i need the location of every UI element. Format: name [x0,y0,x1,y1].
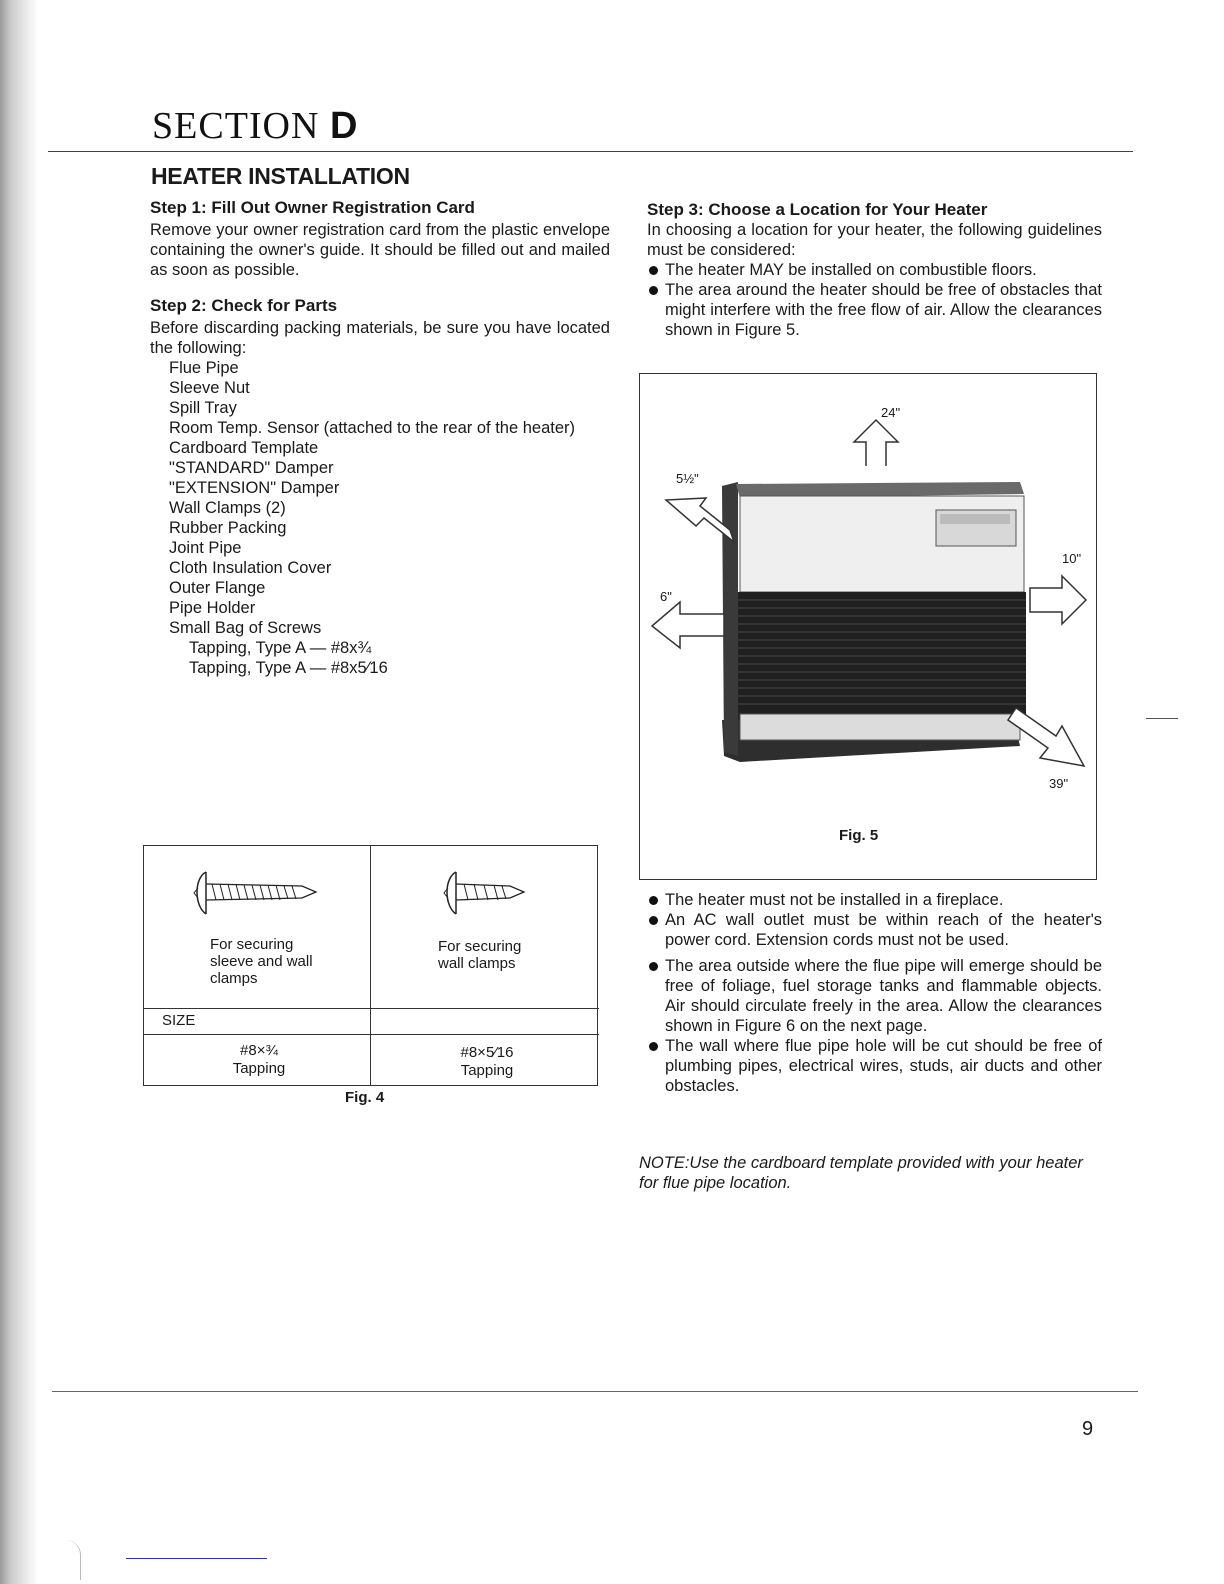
table-divider [144,1008,599,1009]
dim-front: 39" [1049,776,1069,791]
step3-block [647,200,1102,340]
step2-intro: Before discarding packing materials, be sure you have located the following: [150,319,610,357]
size-label: SIZE [162,1012,196,1029]
part-item: Rubber Packing [169,519,287,537]
dim-rear-left: 5½" [676,471,699,486]
arrow-left [652,602,724,648]
top-rule [48,151,1133,152]
short-screw-icon [434,866,534,922]
scan-mark [66,1540,81,1580]
margin-mark [1146,718,1178,719]
part-item: Joint Pipe [169,539,242,557]
dim-top: 24" [881,405,901,420]
part-item: "EXTENSION" Damper [169,479,340,497]
left-size: #8×¾ [240,1042,278,1059]
left-size-cell [204,1042,314,1078]
fig4-caption: Fig. 4 [345,1089,385,1106]
bullet-item: The area around the heater should be free of obstacles that might interfere with the free flow of air. Allow the clearances shown in Figure 5. [647,280,1102,340]
footer-line [126,1558,267,1559]
parts-list [150,358,610,678]
note-label: NOTE: [639,1154,690,1172]
fig4-right-caption: For securing wall clamps [438,938,522,972]
part-item: Room Temp. Sensor (attached to the rear of the heater) [169,419,575,437]
part-item: Wall Clamps (2) [169,499,286,517]
part-item: Sleeve Nut [169,379,250,397]
left-type: Tapping [232,1060,286,1077]
dim-left: 6" [660,589,672,604]
step3-bullets-top [647,260,1102,340]
page-number: 9 [1082,1418,1094,1440]
bottom-rule [52,1391,1138,1392]
fig5-caption: Fig. 5 [839,827,879,844]
control-display [940,514,1010,524]
fig4-left-caption: For securing sleeve and wall clamps [210,936,313,987]
page-heading: HEATER INSTALLATION [151,163,410,189]
bullet-item: The wall where flue pipe hole will be cut should be free of plumbing pipes, electrical wires, studs, air ducts and other obstacles. [647,1036,1102,1096]
note [639,1153,1099,1193]
right-size-cell [432,1044,542,1080]
part-item: Outer Flange [169,579,266,597]
table-divider [370,846,371,1086]
step2-title: Step 2: Check for Parts [150,296,338,315]
bullet-item: The area outside where the flue pipe will emerge should be free of foliage, fuel storage tanks and flammable objects. Air should circulate freely in the area. Allow the clearances shown in Figure 6 on the next page. [647,956,1102,1036]
right-size: #8×5⁄16 [460,1044,514,1061]
right-type: Tapping [460,1062,514,1079]
bullet-item: The heater must not be installed in a fireplace. [647,890,1102,910]
screw-item: Tapping, Type A — #8x¾ [189,639,372,657]
table-divider [144,1034,599,1035]
step1-title: Step 1: Fill Out Owner Registration Card [150,198,475,217]
part-item: Cloth Insulation Cover [169,559,332,577]
part-item: "STANDARD" Damper [169,459,334,477]
step3-title: Step 3: Choose a Location for Your Heater [647,200,988,219]
bullet-item: An AC wall outlet must be within reach of the heater's power cord. Extension cords must not be used. [647,910,1102,950]
part-item: Cardboard Template [169,439,319,457]
bullet-item: The heater MAY be installed on combustible floors. [647,260,1102,280]
part-item: Small Bag of Screws [169,619,322,637]
fig5-clearance-diagram [639,373,1097,880]
long-screw-icon [184,866,324,922]
step1-body: Remove your owner registration card from the plastic envelope containing the owner's guide. It should be filled out and mailed as soon as possible. [150,221,610,279]
heater-front-lower [740,714,1020,740]
section-title: SECTION D [152,105,359,147]
scan-edge-shadow [0,0,38,1584]
heater-illustration [640,374,1098,881]
step3-intro: In choosing a location for your heater, the following guidelines must be considered: [647,221,1102,259]
part-item: Spill Tray [169,399,237,417]
part-item: Pipe Holder [169,599,256,617]
step3-bullets-bottom-block [647,890,1102,1096]
arrow-right [1030,576,1086,624]
step2-block [150,296,610,678]
screw-item: Tapping, Type A — #8x5⁄16 [189,659,388,677]
step3-bullets-bottom [647,890,1102,1096]
left-column [150,198,610,280]
arrow-up [854,420,898,466]
part-item: Flue Pipe [169,359,239,377]
note-text: Use the cardboard template provided with your heater for flue pipe location. [639,1154,1083,1192]
fig4-screw-table [143,845,598,1086]
dim-right: 10" [1062,551,1082,566]
